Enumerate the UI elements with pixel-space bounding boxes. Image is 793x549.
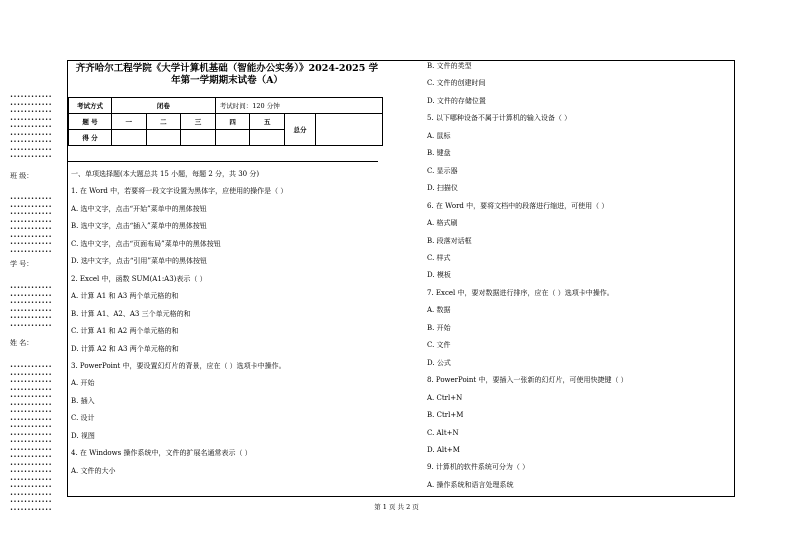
question-line: C. 样式 <box>427 253 451 262</box>
exam-title-line-2: 年第一学期期末试卷（A） <box>171 75 283 86</box>
score-cell <box>146 130 181 146</box>
question-line: C. 计算 A1 和 A2 两个单元格的和 <box>71 327 179 336</box>
exam-time: 考试时间：120 分钟 <box>215 98 382 114</box>
question-number: 四 <box>215 114 250 130</box>
divider-line <box>68 161 378 162</box>
question-number-row <box>69 114 383 130</box>
exam-title <box>72 63 382 87</box>
question-number: 二 <box>146 114 181 130</box>
score-cell <box>112 130 147 146</box>
question-line: B. 选中文字，点击“插入”菜单中的黑体按钮 <box>71 222 207 231</box>
question-line: 9. 计算机的软件系统可分为（ ） <box>427 463 530 472</box>
question-line: A. 数据 <box>427 306 451 315</box>
question-line: D. 计算 A2 和 A3 两个单元格的和 <box>71 344 179 353</box>
right-question-column <box>427 58 628 494</box>
exam-mode-label: 考试方式 <box>69 98 112 114</box>
total-score-label: 总分 <box>285 114 316 146</box>
question-line: A. 计算 A1 和 A3 两个单元格的和 <box>71 292 179 301</box>
question-number: 五 <box>250 114 285 130</box>
question-line: A. 操作系统和语言处理系统 <box>427 480 514 489</box>
score-table <box>68 97 383 146</box>
question-line: B. Ctrl+M <box>427 411 464 420</box>
question-line: B. 键盘 <box>427 149 451 158</box>
page-footer: 第 1 页 共 2 页 <box>374 503 419 511</box>
score-cell <box>250 130 285 146</box>
question-line: B. 开始 <box>427 323 451 332</box>
question-line: 3. PowerPoint 中，要设置幻灯片的背景，应在（ ）选项卡中操作。 <box>71 361 286 370</box>
question-line: A. 选中文字，点击“开始”菜单中的黑体按钮 <box>71 204 207 213</box>
score-cell <box>181 130 216 146</box>
total-score-cell <box>316 114 383 146</box>
question-line: 一、单项选择题(本大题总共 15 小题，每题 2 分，共 30 分) <box>71 170 260 178</box>
exam-info-row <box>69 98 383 114</box>
question-line: D. 扫描仪 <box>427 184 458 193</box>
question-line: 2. Excel 中，函数 SUM(A1:A3)表示（ ） <box>71 274 207 283</box>
student-id-label: 学 号： <box>10 260 34 268</box>
question-line: A. 格式刷 <box>427 219 458 228</box>
exam-mode-value: 闭卷 <box>112 98 216 114</box>
question-line: B. 文件的类型 <box>427 62 472 70</box>
question-line: 6. 在 Word 中，要将文档中的段落进行缩进，可使用（ ） <box>427 201 609 210</box>
question-line: B. 插入 <box>71 396 95 405</box>
question-line: D. 公式 <box>427 358 451 367</box>
name-label: 姓 名： <box>10 339 34 347</box>
question-line: 8. PowerPoint 中，要插入一张新的幻灯片，可使用快捷键（ ） <box>427 376 628 385</box>
question-line: B. 段落对话框 <box>427 236 472 245</box>
question-line: A. 开始 <box>71 379 95 388</box>
question-label: 题 号 <box>69 114 112 130</box>
question-line: D. 视图 <box>71 431 95 440</box>
score-cell <box>215 130 250 146</box>
question-line: C. 显示器 <box>427 166 458 175</box>
question-line: C. Alt+N <box>427 428 459 437</box>
question-line: C. 文件的创建时间 <box>427 79 486 88</box>
question-line: C. 选中文字，点击“页面布局”菜单中的黑体按钮 <box>71 239 221 248</box>
question-line: B. 计算 A1、A2、A3 三个单元格的和 <box>71 309 191 318</box>
question-line: 7. Excel 中，要对数据进行排序，应在（ ）选项卡中操作。 <box>427 288 614 297</box>
binding-line-3: •••••••••••• •••••••••••• •••••••••••• •••••••••••• •••••••••••• •••••••••••• <box>10 285 53 329</box>
binding-line-bottom: •••••••••••• •••••••••••• •••••••••••• •••••••••••• •••••••••••• •••••••••••• •••••••••••• •••••••••••• •••••••••••• •••••••••••• •••••••••••• •••••••••••• •••••••••••• •••••••••••• •••••••••••• •••••••••••• •••••••••••• •••••••••••• •••••••••••• •••••••••••• <box>10 364 53 513</box>
question-line: 1. 在 Word 中，若要将一段文字设置为黑体字，应使用的操作是（ ） <box>71 187 288 196</box>
question-line: C. 设计 <box>71 414 95 423</box>
exam-title-line-1: 齐齐哈尔工程学院《大学计算机基础（智能办公实务）》2024-2025 学 <box>75 63 379 74</box>
question-line: 4. 在 Windows 操作系统中，文件的扩展名通常表示（ ） <box>71 449 252 458</box>
binding-line-2: •••••••••••• •••••••••••• •••••••••••• •••••••••••• •••••••••••• •••••••••••• •••••••••••• •••••••••••• <box>10 196 53 255</box>
question-line: D. 文件的存储位置 <box>427 96 486 105</box>
score-label: 得 分 <box>69 130 112 146</box>
question-line: C. 文件 <box>427 341 451 350</box>
question-line: D. 选中文字，点击“引用”菜单中的黑体按钮 <box>71 257 207 266</box>
left-question-column <box>71 166 287 480</box>
question-line: 5. 以下哪种设备不属于计算机的输入设备（ ） <box>427 114 572 123</box>
question-line: D. 模板 <box>427 271 451 280</box>
question-line: A. Ctrl+N <box>427 393 463 402</box>
question-line: A. 文件的大小 <box>71 466 116 475</box>
binding-line-top: •••••••••••• •••••••••••• •••••••••••• •••••••••••• •••••••••••• •••••••••••• •••••••••••• •••••••••••• •••••••••••• <box>10 94 53 160</box>
question-number: 一 <box>112 114 147 130</box>
question-number: 三 <box>181 114 216 130</box>
question-line: A. 鼠标 <box>427 131 451 140</box>
class-label: 班 级： <box>10 172 34 180</box>
question-line: D. Alt+M <box>427 445 460 454</box>
